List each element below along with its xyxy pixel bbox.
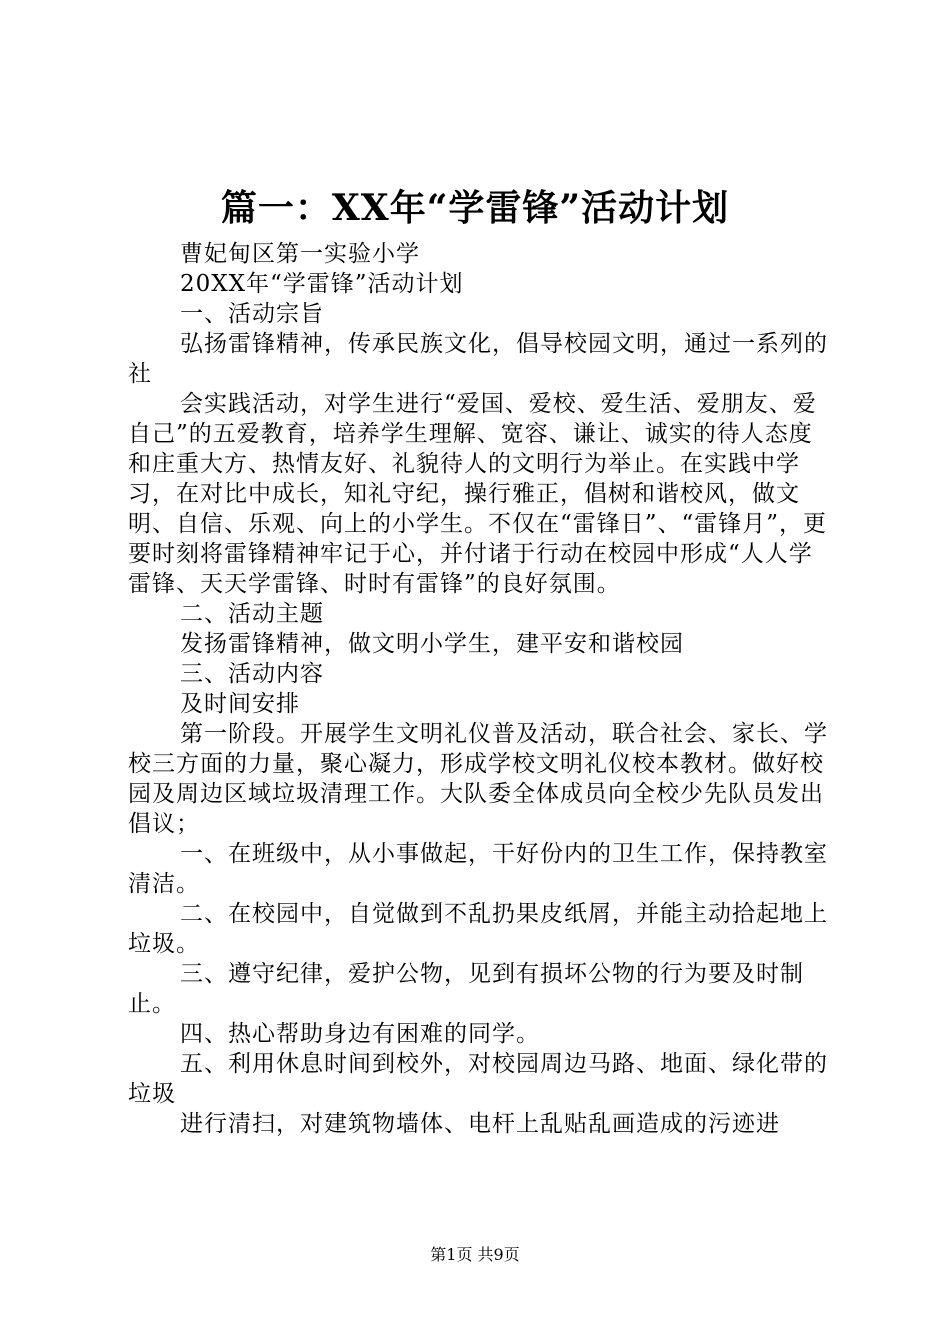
paragraph: 20XX年“学雷锋”活动计划: [180, 271, 464, 297]
paragraph: 一、活动宗旨: [180, 301, 324, 327]
paragraph: 曹妃甸区第一实验小学: [180, 241, 420, 267]
paragraph: 及时间安排: [180, 691, 300, 717]
paragraph: 会实践活动，对学生进行“爱国、爱校、爱生活、爱朋友、爱自己”的五爱教育，培养学生理解、宽容、谦让、诚实的待人态度和庄重大方、热情友好、礼貌待人的文明行为举止。在实践中学习，在对比中成长，知礼守纪，操行雅正，倡树和谐校风，做文明、自信、乐观、向上的小学生。不仅在“雷锋日”、“雷锋月”，更要时刻将雷锋精神牢记于心，并付诸于行动在校园中形成“人人学雷锋、天天学雷锋、时时有雷锋”的良好氛围。: [128, 391, 828, 597]
document-title: 篇一：XX年“学雷锋”活动计划: [220, 187, 730, 229]
paragraph: 五、利用休息时间到校外，对校园周边马路、地面、绿化带的垃圾: [128, 1051, 828, 1107]
paragraph: 二、活动主题: [180, 601, 324, 627]
paragraph: 一、在班级中，从小事做起，干好份内的卫生工作，保持教室清洁。: [128, 841, 828, 897]
paragraph: 弘扬雷锋精神，传承民族文化，倡导校园文明，通过一系列的社: [128, 331, 828, 387]
paragraph: 三、遵守纪律，爱护公物，见到有损坏公物的行为要及时制止。: [128, 961, 804, 1017]
paragraph: 四、热心帮助身边有困难的同学。: [180, 1021, 540, 1047]
paragraph: 进行清扫，对建筑物墙体、电杆上乱贴乱画造成的污迹进: [180, 1111, 780, 1137]
page-indicator: 第1页 共9页: [430, 1245, 520, 1264]
paragraph: 三、活动内容: [180, 661, 324, 687]
paragraph: 第一阶段。开展学生文明礼仪普及活动，联合社会、家长、学校三方面的力量，聚心凝力，形成学校文明礼仪校本教材。做好校园及周边区域垃圾清理工作。大队委全体成员向全校少先队员发出倡议；: [128, 721, 828, 837]
document-body: [128, 239, 836, 1139]
paragraph: 发扬雷锋精神，做文明小学生，建平安和谐校园: [180, 631, 684, 657]
paragraph: 二、在校园中，自觉做到不乱扔果皮纸屑，并能主动拾起地上垃圾。: [128, 901, 828, 957]
